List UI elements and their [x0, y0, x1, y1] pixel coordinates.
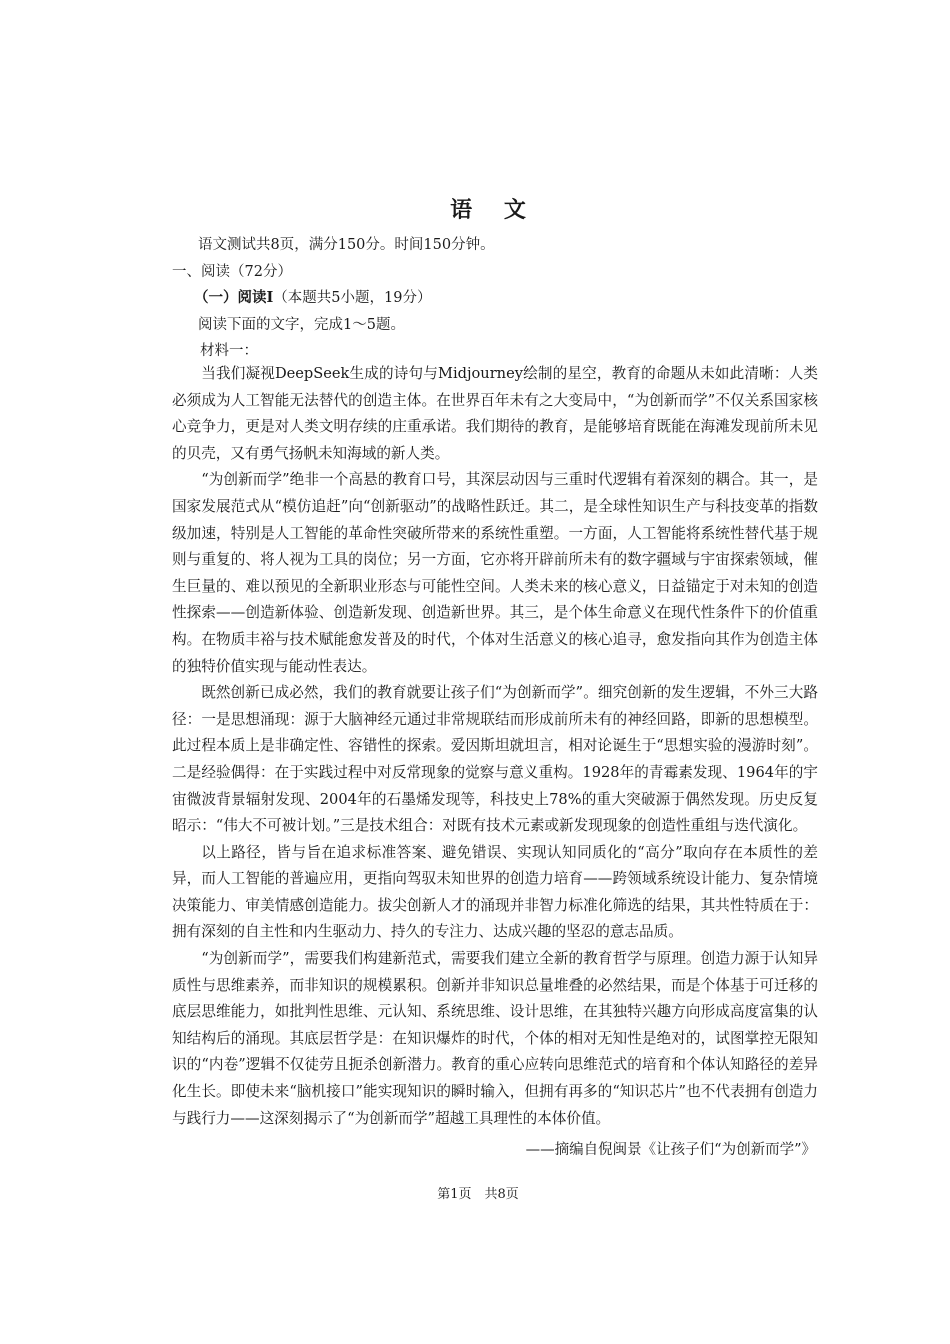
paragraph: “为创新而学”，需要我们构建新范式，需要我们建立全新的教育哲学与原理。创造力源于认知异质性与思维素养，而非知识的规模累积。创新并非知识总量堆叠的必然结果，而是个体基于可迁移的底层思维能力，如批判性思维、元认知、系统思维、设计思维，在其独特兴趣方向形成高度富集的认知结构后的涌现。其底层哲学是：在知识爆炸的时代，个体的相对无知性是绝对的，试图掌控无限知识的“内卷”逻辑不仅徒劳且扼杀创新潜力。教育的重心应转向思维范式的培育和个体认知路径的差异化生长。即使未来“脑机接口”能实现知识的瞬时输入，但拥有再多的“知识芯片”也不代表拥有创造力与践行力——这深刻揭示了“为创新而学”超越工具理性的本体价值。 [172, 950, 818, 1127]
subsection-prefix: （一）阅读Ⅰ [194, 289, 274, 306]
paragraph: 当我们凝视DeepSeek生成的诗句与Midjourney绘制的星空，教育的命题从未如此清晰：人类必须成为人工智能无法替代的创造主体。在世界百年未有之大变局中，“为创新而学”不仅关系国家核心竞争力，更是对人类文明存续的庄重承诺。我们期待的教育，是能够培育既能在海滩发现前所未见的贝壳，又有勇气扬帆未知海域的新人类。 [172, 365, 818, 462]
paragraph: “为创新而学”绝非一个高悬的教育口号，其深层动因与三重时代逻辑有着深刻的耦合。其一，是国家发展范式从“模仿追赶”向“创新驱动”的战略性跃迁。其二，是全球性知识生产与科技变革的指数级加速，特别是人工智能的革命性突破所带来的系统性重塑。一方面，人工智能将系统性替代基于规则与重复的、将人视为工具的岗位；另一方面，它亦将开辟前所未有的数字疆域与宇宙探索领域，催生巨量的、难以预见的全新职业形态与可能性空间。人类未来的核心意义，日益锚定于对未知的创造性探索——创造新体验、创造新发现、创造新世界。其三，是个体生命意义在现代性条件下的价值重构。在物质丰裕与技术赋能愈发普及的时代，个体对生活意义的核心追寻，愈发指向其作为创造主体的独特价值实现与能动性表达。 [172, 471, 818, 675]
subsection-detail: （本题共5小题，19分） [273, 290, 432, 306]
material-label: 材料一： [200, 343, 258, 359]
exam-intro: 语文测试共8页，满分150分。时间150分钟。 [198, 237, 495, 253]
paragraph: 以上路径，皆与旨在追求标准答案、避免错误、实现认知同质化的“高分”取向存在本质性的差异，而人工智能的普遍应用，更指向驾驭未知世界的创造力培育——跨领域系统设计能力、复杂情境决策能力、审美情感创造能力。拔尖创新人才的涌现并非智力标准化筛选的结果，其共性特质在于：拥有深刻的自主性和内生驱动力、持久的专注力、达成兴趣的坚忍的意志品质。 [172, 843, 818, 941]
page-footer: 第1页 共8页 [437, 1187, 519, 1203]
section-heading: 一、阅读（72分） [172, 263, 292, 280]
page-title: 语 文 [450, 197, 538, 223]
subsection-heading [194, 288, 818, 308]
instruction: 阅读下面的文字，完成1～5题。 [198, 316, 405, 333]
citation: ——摘编自倪闽景《让孩子们“为创新而学”》 [525, 1142, 816, 1159]
paragraph: 既然创新已成必然，我们的教育就要让孩子们“为创新而学”。细究创新的发生逻辑，不外三大路径：一是思想涌现：源于大脑神经元通过非常规联结而形成前所未有的神经回路，即新的思想模型。此过程本质上是非确定性、容错性的探索。爱因斯坦就坦言，相对论诞生于“思想实验的漫游时刻”。二是经验偶得：在于实践过程中对反常现象的觉察与意义重构。1928年的青霉素发现、1964年的宇宙微波背景辐射发现、2004年的石墨烯发现等，科技史上78%的重大突破源于偶然发现。历史反复昭示：“伟大不可被计划。”三是技术组合：对既有技术元素或新发现现象的创造性重组与迭代演化。 [172, 684, 818, 835]
